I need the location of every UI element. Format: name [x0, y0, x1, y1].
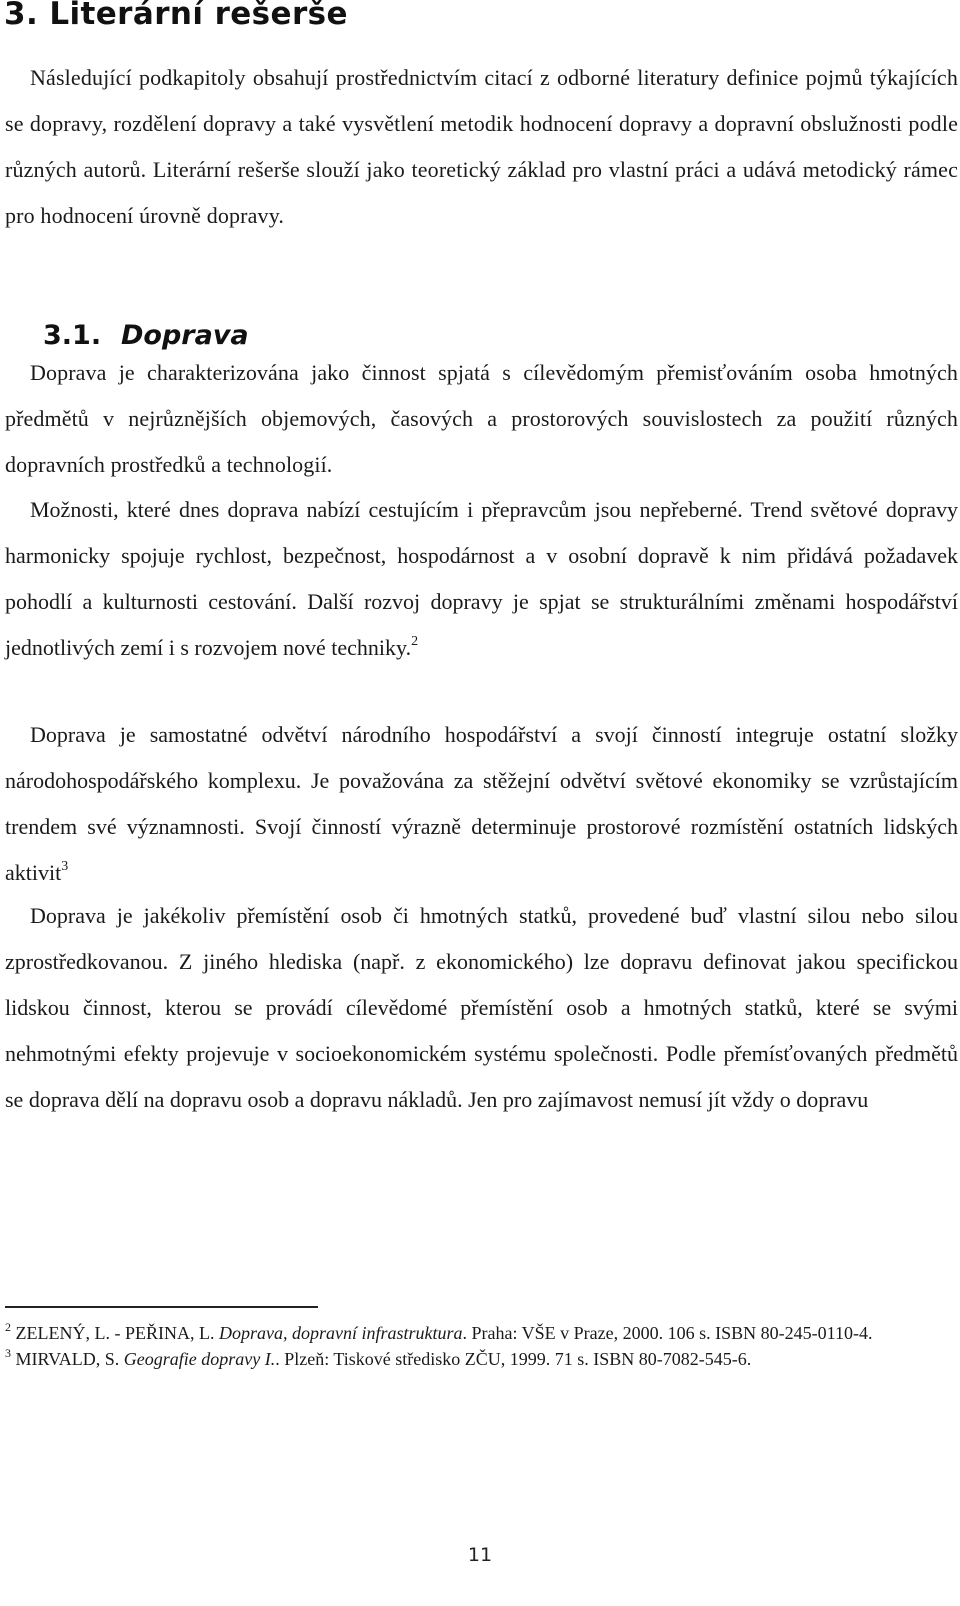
footnote-reference: 2 [411, 634, 419, 649]
paragraph-text: Doprava je jakékoliv přemístění osob či hmotných statků, provedené buď vlastní silou nebo silou zprostředkovanou. Z jiného hlediska (např. z ekonomického) lze dopravu definovat jakou specifickou lidskou činnost, kterou se provádí cílevědomé přemístění osob a hmotných statků, které se svými nehmotnými efekty projevuje v socioekonomickém systému společnosti. Podle přemísťovaných předmětů se doprava dělí na dopravu osob a dopravu nákladů. Jen pro zajímavost nemusí jít vždy o dopravu [5, 903, 958, 1112]
paragraph-possibilities [5, 487, 958, 671]
footnote-separator [5, 1306, 318, 1308]
paragraph-text: Doprava je charakterizována jako činnost spjatá s cílevědomým přemisťováním osoba hmotných předmětů v nejrůznějších objemových, časových a prostorových souvislostech za použití různých dopravních prostředků a technologií. [5, 360, 958, 477]
paragraph-text: Doprava je samostatné odvětví národního hospodářství a svojí činností integruje ostatní složky národohospodářského komplexu. Je považována za stěžejní odvětví světové ekonomiky se vzrůstajícím trendem své významnosti. Svojí činností výrazně determinuje prostorové rozmístění ostatních lidských aktivit [5, 722, 958, 885]
section-title: Doprava [121, 320, 249, 351]
footnote-publisher: . Praha: VŠE v Praze, 2000. 106 s. ISBN 80-245-0110-4. [462, 1323, 873, 1343]
footnote-2 [5, 1320, 958, 1346]
paragraph-transfer [5, 893, 958, 1123]
footnote-authors: ZELENÝ, L. - PEŘINA, L. [15, 1323, 219, 1343]
footnote-authors: MIRVALD, S. [15, 1349, 124, 1369]
footnotes [5, 1320, 958, 1372]
footnote-book-title: Geografie dopravy I. [123, 1349, 276, 1369]
footnote-publisher: . Plzeň: Tiskové středisko ZČU, 1999. 71 s. ISBN 80-7082-545-6. [275, 1349, 752, 1369]
chapter-heading [4, 0, 348, 36]
paragraph-economy [5, 712, 958, 896]
page-number: 11 [467, 1544, 493, 1566]
chapter-title: Literární rešerše [49, 0, 348, 32]
footnote-mark: 2 [5, 1320, 11, 1334]
paragraph-text: Možnosti, které dnes doprava nabízí cestujícím i přepravcům jsou nepřeberné. Trend světové dopravy harmonicky spojuje rychlost, bezpečnost, hospodárnost a v osobní dopravě k nim přidává požadavek pohodlí a kulturnosti cestování. Další rozvoj dopravy je spjat se strukturálními změnami hospodářství jednotlivých zemí i s rozvojem nové techniky. [5, 497, 958, 660]
intro-text: Následující podkapitoly obsahují prostřednictvím citací z odborné literatury definice pojmů týkajících se dopravy, rozdělení dopravy a také vysvětlení metodik hodnocení dopravy a dopravní obslužnosti podle různých autorů. Literární rešerše slouží jako teoretický základ pro vlastní práci a udává metodický rámec pro hodnocení úrovně dopravy. [5, 65, 958, 228]
footnote-3 [5, 1346, 958, 1372]
chapter-number: 3. [4, 0, 39, 32]
footnote-reference: 3 [61, 859, 69, 874]
footnote-book-title: Doprava, dopravní infrastruktura [218, 1323, 463, 1343]
paragraph-definition [5, 350, 958, 488]
intro-paragraph [5, 55, 958, 239]
section-number: 3.1. [43, 320, 102, 351]
footnote-mark: 3 [5, 1346, 11, 1360]
